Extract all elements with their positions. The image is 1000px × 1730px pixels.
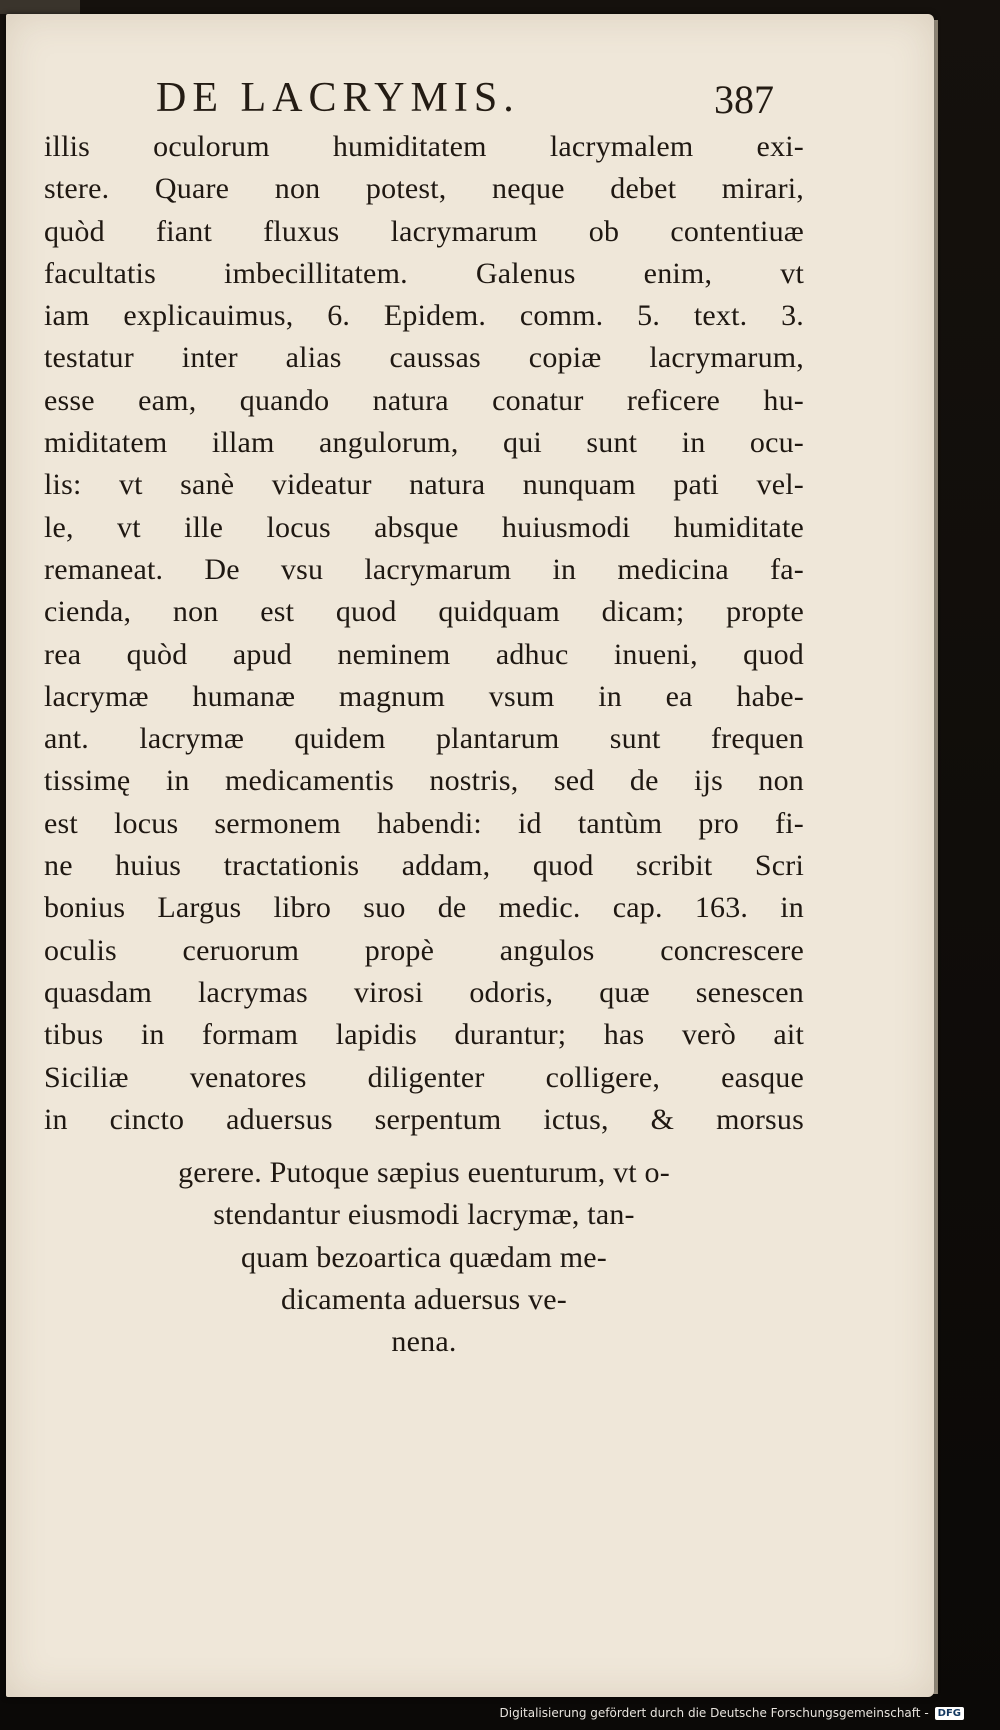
digitization-credit	[500, 1706, 965, 1720]
tail-line: dicamenta aduersus ve-	[281, 1282, 567, 1316]
text-line: illis oculorum humiditatem lacrymalem exi-	[44, 130, 804, 163]
text-line: facultatis imbecillitatem. Galenus enim, vt	[44, 256, 804, 290]
top-edge-strip	[0, 0, 80, 14]
text-line: lis: vt sanè videatur natura nunquam pati vel-	[44, 468, 804, 502]
text-line: quasdam lacrymas virosi odoris, quæ senescen	[44, 975, 804, 1009]
text-line: tibus in formam lapidis durantur; has verò ait	[44, 1018, 804, 1052]
text-line: remaneat. De vsu lacrymarum in medicina fa-	[44, 552, 804, 586]
running-head: DE LACRYMIS.	[156, 75, 520, 121]
text-line: lacrymæ humanæ magnum vsum in ea habe-	[44, 679, 804, 713]
book-page	[6, 14, 934, 1697]
text-line: stere. Quare non potest, neque debet mirari,	[44, 172, 804, 206]
dfg-logo: DFG	[935, 1707, 964, 1720]
text-line: miditatem illam angulorum, qui sunt in ocu-	[44, 426, 804, 460]
tail-line: quam bezoartica quædam me-	[241, 1240, 607, 1274]
tail-line: stendantur eiusmodi lacrymæ, tan-	[213, 1198, 635, 1232]
text-line: cienda, non est quod quidquam dicam; propte	[44, 595, 804, 629]
tail-line: nena.	[391, 1325, 457, 1359]
text-line: bonius Largus libro suo de medic. cap. 163. in	[44, 891, 804, 925]
text-line: iam explicauimus, 6. Epidem. comm. 5. text. 3.	[44, 299, 804, 333]
text-line: testatur inter alias caussas copiæ lacrymarum,	[44, 341, 804, 375]
text-line: quòd fiant fluxus lacrymarum ob contentiuæ	[44, 214, 804, 248]
text-line: Siciliæ venatores diligenter colligere, easque	[44, 1060, 804, 1094]
text-line: ant. lacrymæ quidem plantarum sunt frequen	[44, 722, 804, 756]
tail-line: gerere. Putoque sæpius euenturum, vt o-	[178, 1156, 670, 1189]
text-line: rea quòd apud neminem adhuc inueni, quod	[44, 637, 804, 671]
closing-tailpiece	[44, 1152, 804, 1363]
page-number: 387	[714, 77, 774, 122]
text-line: in cincto aduersus serpentum ictus, & morsus	[44, 1102, 804, 1136]
text-line: le, vt ille locus absque huiusmodi humiditate	[44, 510, 804, 544]
text-line: est locus sermonem habendi: id tantùm pro fi-	[44, 806, 804, 840]
text-line: ne huius tractationis addam, quod scribit Scri	[44, 849, 804, 883]
body-text	[44, 126, 804, 1359]
text-line: tissimę in medicamentis nostris, sed de ijs non	[44, 764, 804, 798]
text-line: oculis ceruorum propè angulos concrescere	[44, 933, 804, 967]
credit-text: Digitalisierung gefördert durch die Deutsche Forschungsgemeinschaft -	[499, 1706, 929, 1720]
text-line: esse eam, quando natura conatur reficere hu-	[44, 383, 804, 417]
